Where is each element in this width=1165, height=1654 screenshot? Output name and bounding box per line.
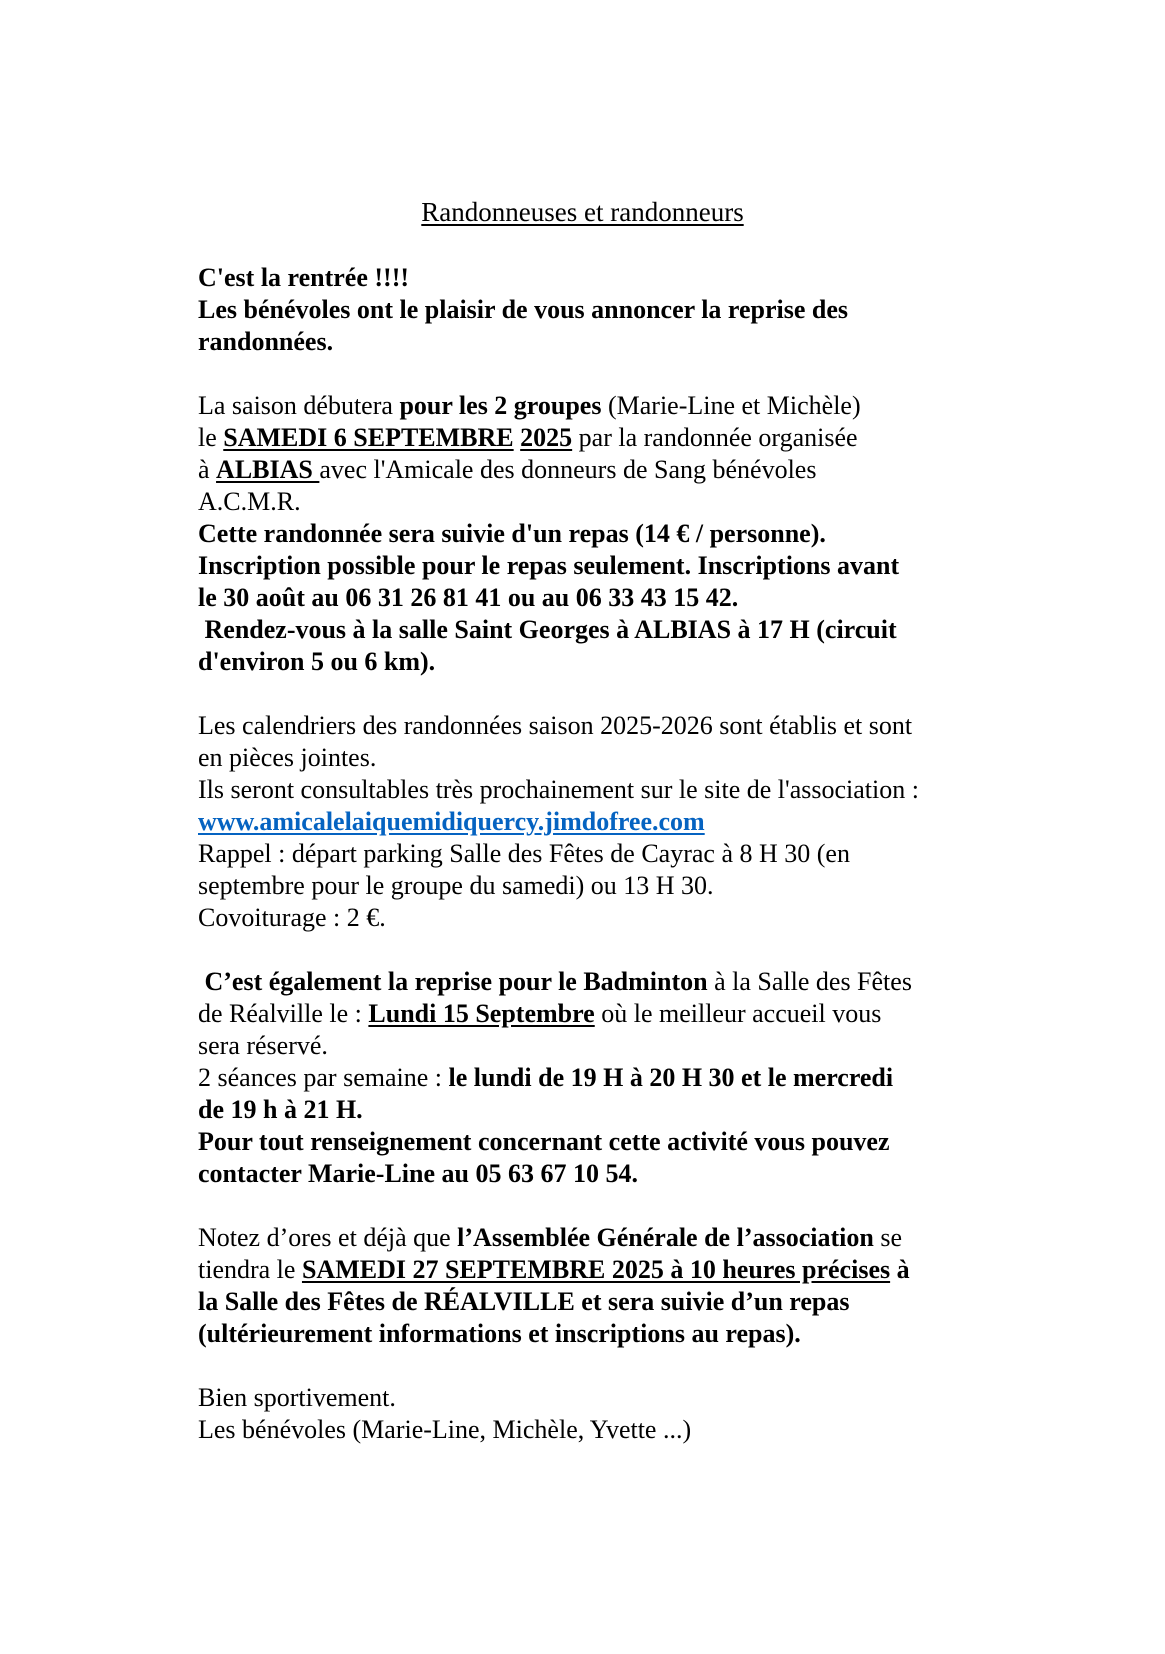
badminton-line-1: [198, 966, 978, 998]
saison-line-3: [198, 454, 978, 486]
text-run-bold: pour les 2 groupes: [399, 391, 602, 420]
calendriers-line-1: Les calendriers des randonnées saison 2025-2026 sont établis et sont: [198, 711, 913, 740]
badminton-line-4: [198, 1062, 978, 1094]
page-title: Randonneuses et randonneurs: [421, 197, 744, 227]
text-run: tiendra le: [198, 1255, 302, 1284]
calendriers-line-3: Ils seront consultables très prochainement sur le site de l'association :: [198, 775, 919, 804]
paragraph-gap: [198, 934, 978, 966]
assemblee-line-1: [198, 1222, 978, 1254]
calendriers-link-line: [198, 806, 978, 838]
date-samedi-6-septembre: SAMEDI 6 SEPTEMBRE: [223, 423, 514, 452]
calendriers-line-2: en pièces jointes.: [198, 743, 377, 772]
intro-line-2: Les bénévoles ont le plaisir de vous annoncer la reprise des: [198, 295, 849, 324]
text-run: avec l'Amicale des donneurs de Sang bénévoles: [319, 455, 817, 484]
saison-line-5: Cette randonnée sera suivie d'un repas (14 € / personne).: [198, 519, 826, 548]
text-run: (Marie-Line et Michèle): [601, 391, 861, 420]
paragraph-gap: [198, 678, 978, 710]
saison-line-7: le 30 août au 06 31 26 81 41 ou au 06 33 43 15 42.: [198, 583, 739, 612]
assemblee-line-4: (ultérieurement informations et inscriptions au repas).: [198, 1319, 801, 1348]
saison-line-2: [198, 422, 978, 454]
saison-line-8: Rendez-vous à la salle Saint Georges à ALBIAS à 17 H (circuit: [198, 615, 897, 644]
badminton-line-2: [198, 998, 978, 1030]
calendriers-section: [198, 710, 978, 934]
saison-line-1: [198, 390, 978, 422]
intro-line-1: C'est la rentrée !!!!: [198, 263, 410, 292]
paragraph-gap: [198, 1350, 978, 1382]
calendriers-line-5: Rappel : départ parking Salle des Fêtes de Cayrac à 8 H 30 (en: [198, 839, 850, 868]
intro-section: [198, 262, 978, 358]
calendriers-line-6: septembre pour le groupe du samedi) ou 13 H 30.: [198, 871, 714, 900]
badminton-section: [198, 966, 978, 1190]
closing-section: [198, 1382, 978, 1446]
assemblee-line-3: la Salle des Fêtes de RÉALVILLE et sera suivie d’un repas: [198, 1287, 850, 1316]
paragraph-gap: [198, 1190, 978, 1222]
text-run: à: [198, 455, 217, 484]
saison-line-4: A.C.M.R.: [198, 487, 301, 516]
text-run-bold: à: [890, 1255, 910, 1284]
association-website-link[interactable]: www.amicalelaiquemidiquercy.jimdofree.com: [198, 807, 705, 836]
date-lundi-15-septembre: Lundi 15 Septembre: [368, 999, 595, 1028]
text-run: à la Salle des Fêtes: [707, 967, 912, 996]
saison-line-9: d'environ 5 ou 6 km).: [198, 647, 436, 676]
badminton-line-6: Pour tout renseignement concernant cette activité vous pouvez: [198, 1127, 890, 1156]
closing-signature: Les bénévoles (Marie-Line, Michèle, Yvette ...): [198, 1415, 692, 1444]
badminton-line-3: sera réservé.: [198, 1031, 328, 1060]
assemblee-line-2: [198, 1254, 978, 1286]
text-run: 2 séances par semaine :: [198, 1063, 449, 1092]
assemblee-section: [198, 1222, 978, 1350]
text-run: par la randonnée organisée: [572, 423, 858, 452]
saison-line-6: Inscription possible pour le repas seulement. Inscriptions avant: [198, 551, 900, 580]
text-run: de Réalville le :: [198, 999, 369, 1028]
place-albias: ALBIAS: [216, 455, 320, 484]
year-2025: 2025: [520, 423, 573, 452]
text-run: La saison débutera: [198, 391, 400, 420]
intro-line-3: randonnées.: [198, 327, 334, 356]
text-run: Notez d’ores et déjà que: [198, 1223, 458, 1252]
badminton-line-5: de 19 h à 21 H.: [198, 1095, 363, 1124]
text-run-bold: l’Assemblée Générale de l’association: [457, 1223, 874, 1252]
badminton-line-7: contacter Marie-Line au 05 63 67 10 54.: [198, 1159, 638, 1188]
text-run: où le meilleur accueil vous: [594, 999, 882, 1028]
closing-line-1: Bien sportivement.: [198, 1383, 396, 1412]
text-run: le: [198, 423, 224, 452]
calendriers-line-7: Covoiturage : 2 €.: [198, 903, 386, 932]
text-run-bold: C’est également la reprise pour le Badminton: [198, 967, 708, 996]
saison-section: [198, 390, 978, 678]
paragraph-gap: [198, 358, 978, 390]
text-run-bold: le lundi de 19 H à 20 H 30 et le mercredi: [448, 1063, 894, 1092]
text-run: se: [873, 1223, 902, 1252]
date-samedi-27-septembre: SAMEDI 27 SEPTEMBRE 2025 à 10 heures précises: [301, 1255, 891, 1284]
letter-body: [198, 262, 978, 1446]
